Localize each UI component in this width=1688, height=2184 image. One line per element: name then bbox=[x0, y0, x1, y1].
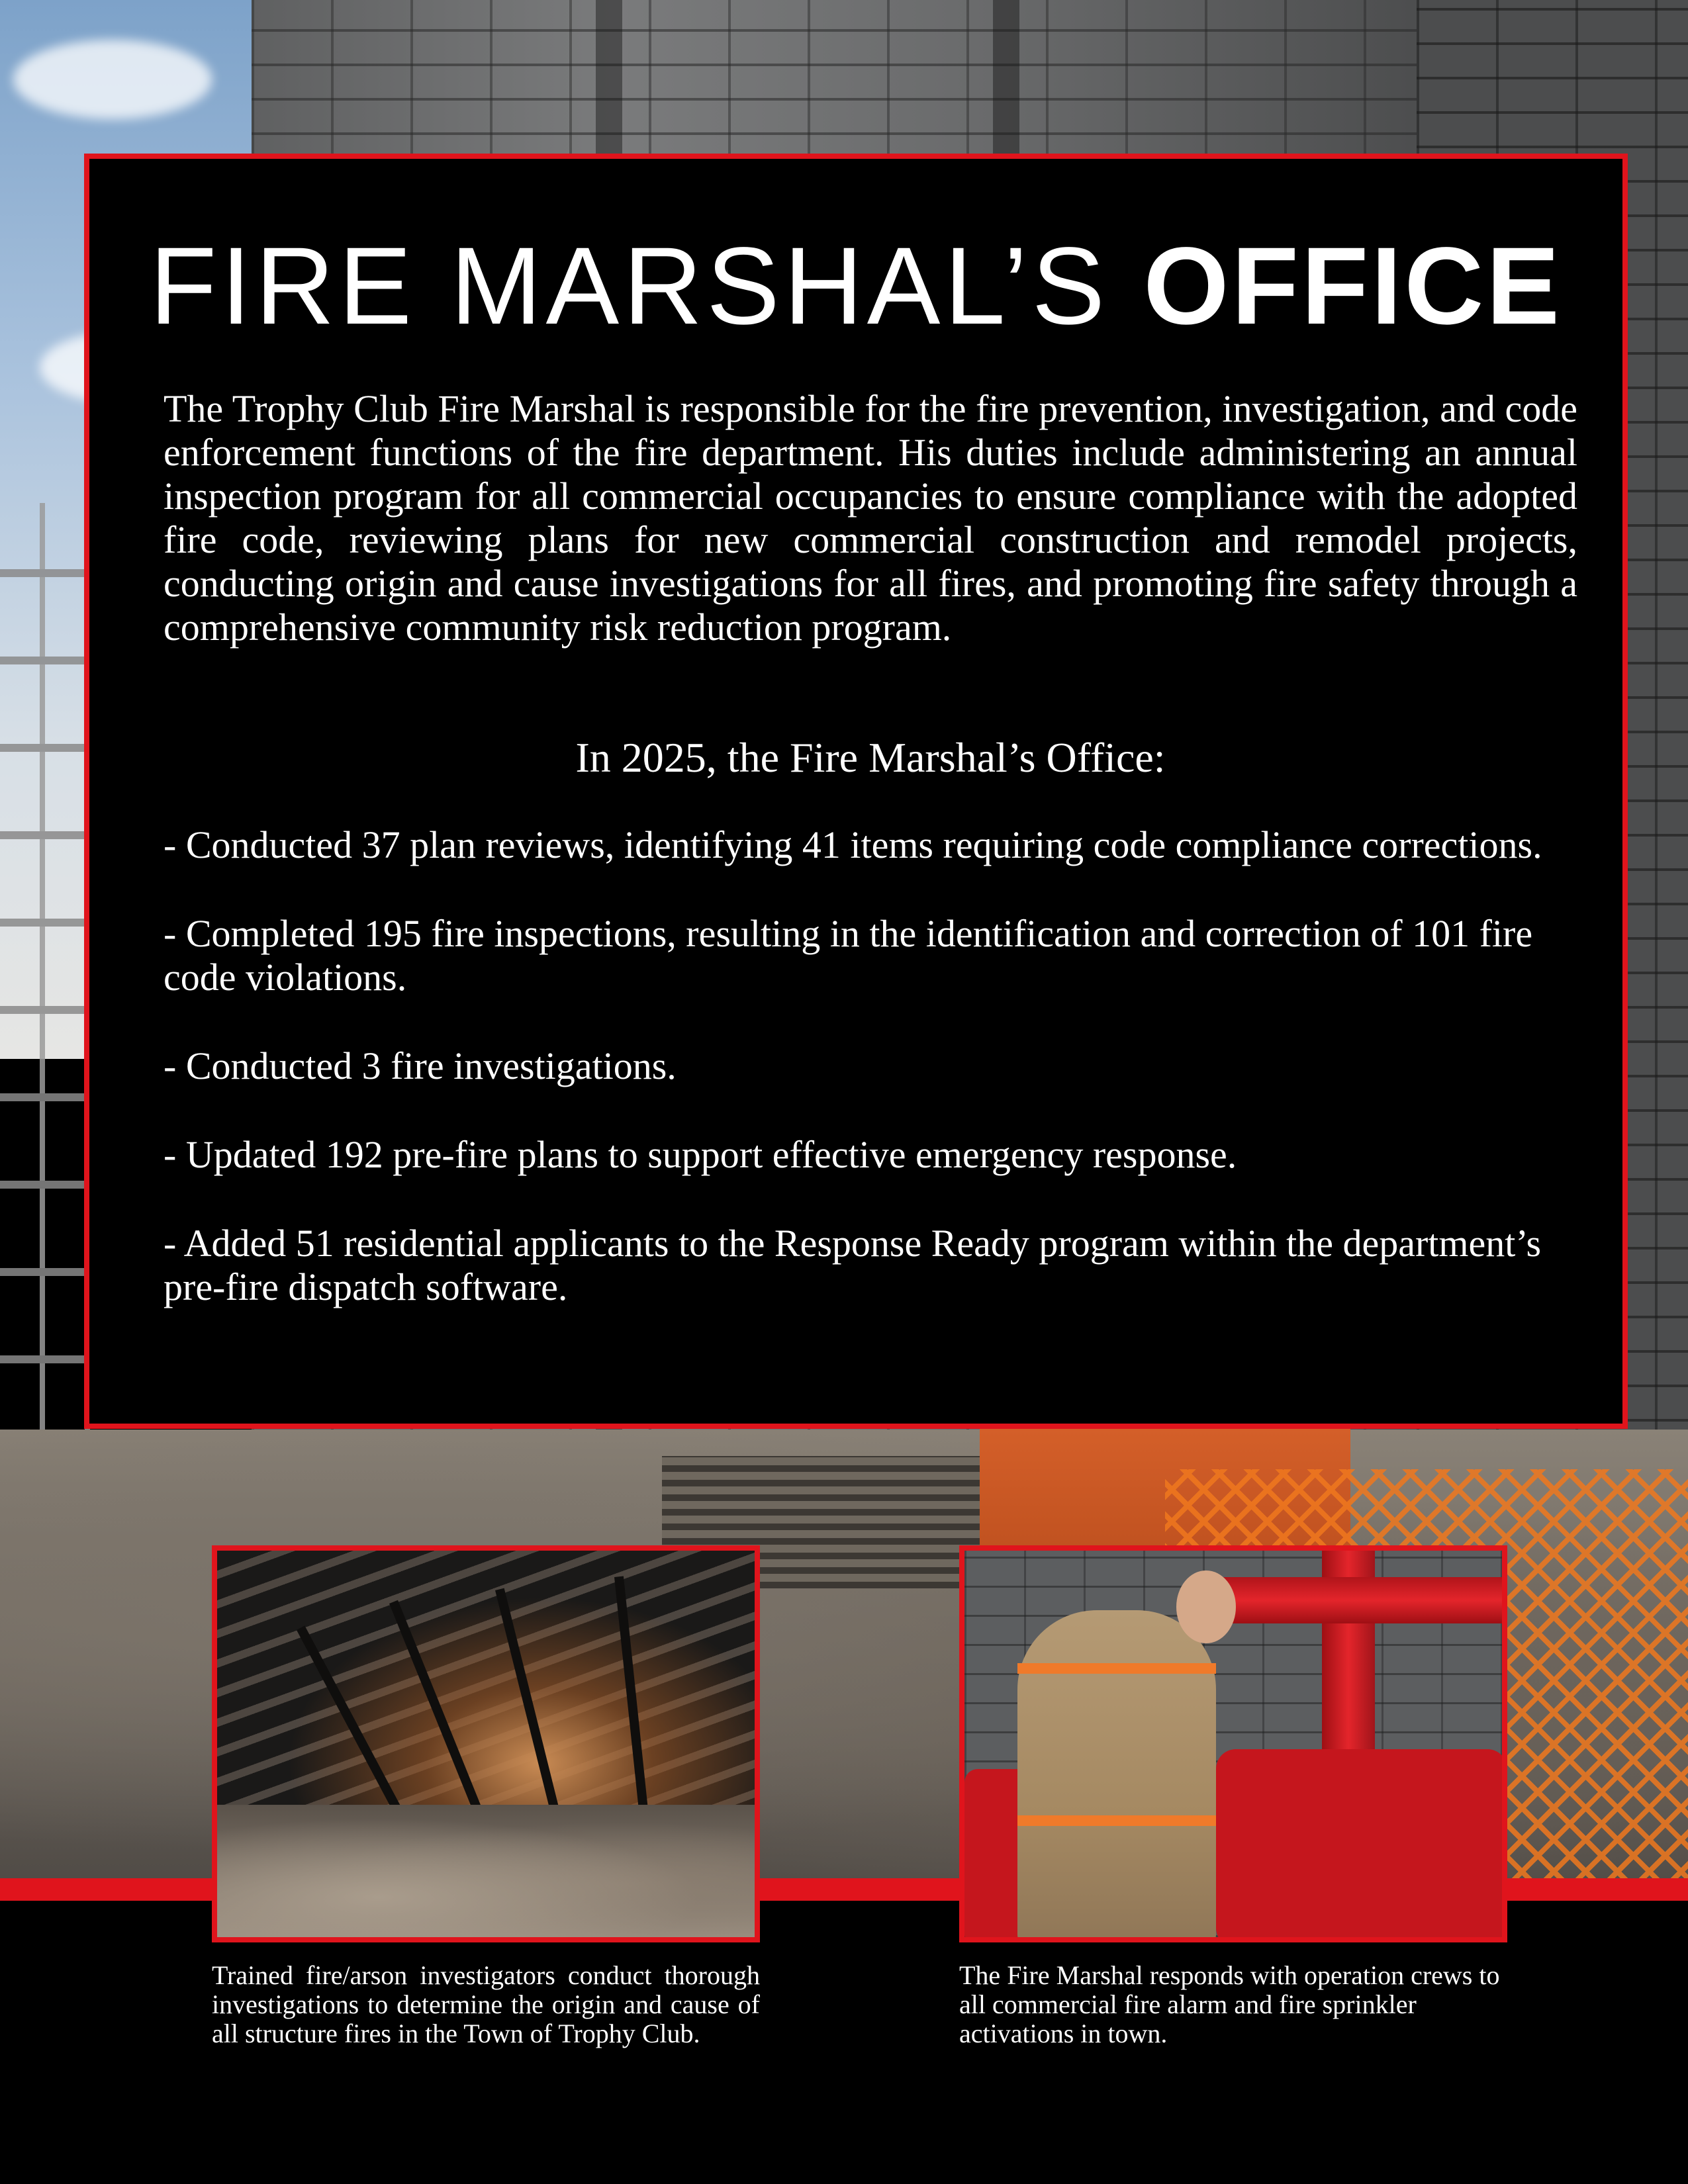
accomplishments-list bbox=[164, 823, 1577, 1354]
title-light: FIRE MARSHAL’S bbox=[150, 225, 1109, 347]
content-panel bbox=[84, 154, 1628, 1429]
photo-caption-right: The Fire Marshal responds with operation crews to all commercial fire alarm and fire sprinkler activations in town. bbox=[959, 1960, 1500, 2048]
list-item: - Updated 192 pre-fire plans to support effective emergency response. bbox=[164, 1133, 1237, 1176]
photo-caption-left: Trained fire/arson investigators conduct thorough investigations to determine the origin and cause of all structure fires in the Town of Trophy Club. bbox=[212, 1960, 760, 2048]
page-title bbox=[89, 225, 1622, 347]
list-item: - Added 51 residential applicants to the Response Ready program within the department’s pre-fire dispatch software. bbox=[164, 1222, 1542, 1308]
year-heading: In 2025, the Fire Marshal’s Office: bbox=[575, 734, 1166, 781]
firefighter bbox=[1017, 1610, 1216, 1942]
list-item: - Completed 195 fire inspections, resulting in the identification and correction of 101 fire code violations. bbox=[164, 912, 1533, 999]
sprinkler-activation-photo bbox=[959, 1545, 1507, 1942]
title-bold: OFFICE bbox=[1143, 225, 1562, 347]
intro-paragraph: The Trophy Club Fire Marshal is responsible for the fire prevention, investigation, and code enforcement functions of the fire department. His duties include administering an annual inspection program for all commercial occupancies to ensure compliance with the adopted fire code, reviewing plans for new commercial construction and remodel projects, conducting origin and cause investigations for all fires, and promoting fire safety through a comprehensive community risk reduction program. bbox=[164, 387, 1577, 649]
fire-investigation-photo bbox=[212, 1545, 760, 1942]
list-item: - Conducted 37 plan reviews, identifying 41 items requiring code compliance corrections. bbox=[164, 823, 1542, 866]
list-item: - Conducted 3 fire investigations. bbox=[164, 1044, 677, 1087]
